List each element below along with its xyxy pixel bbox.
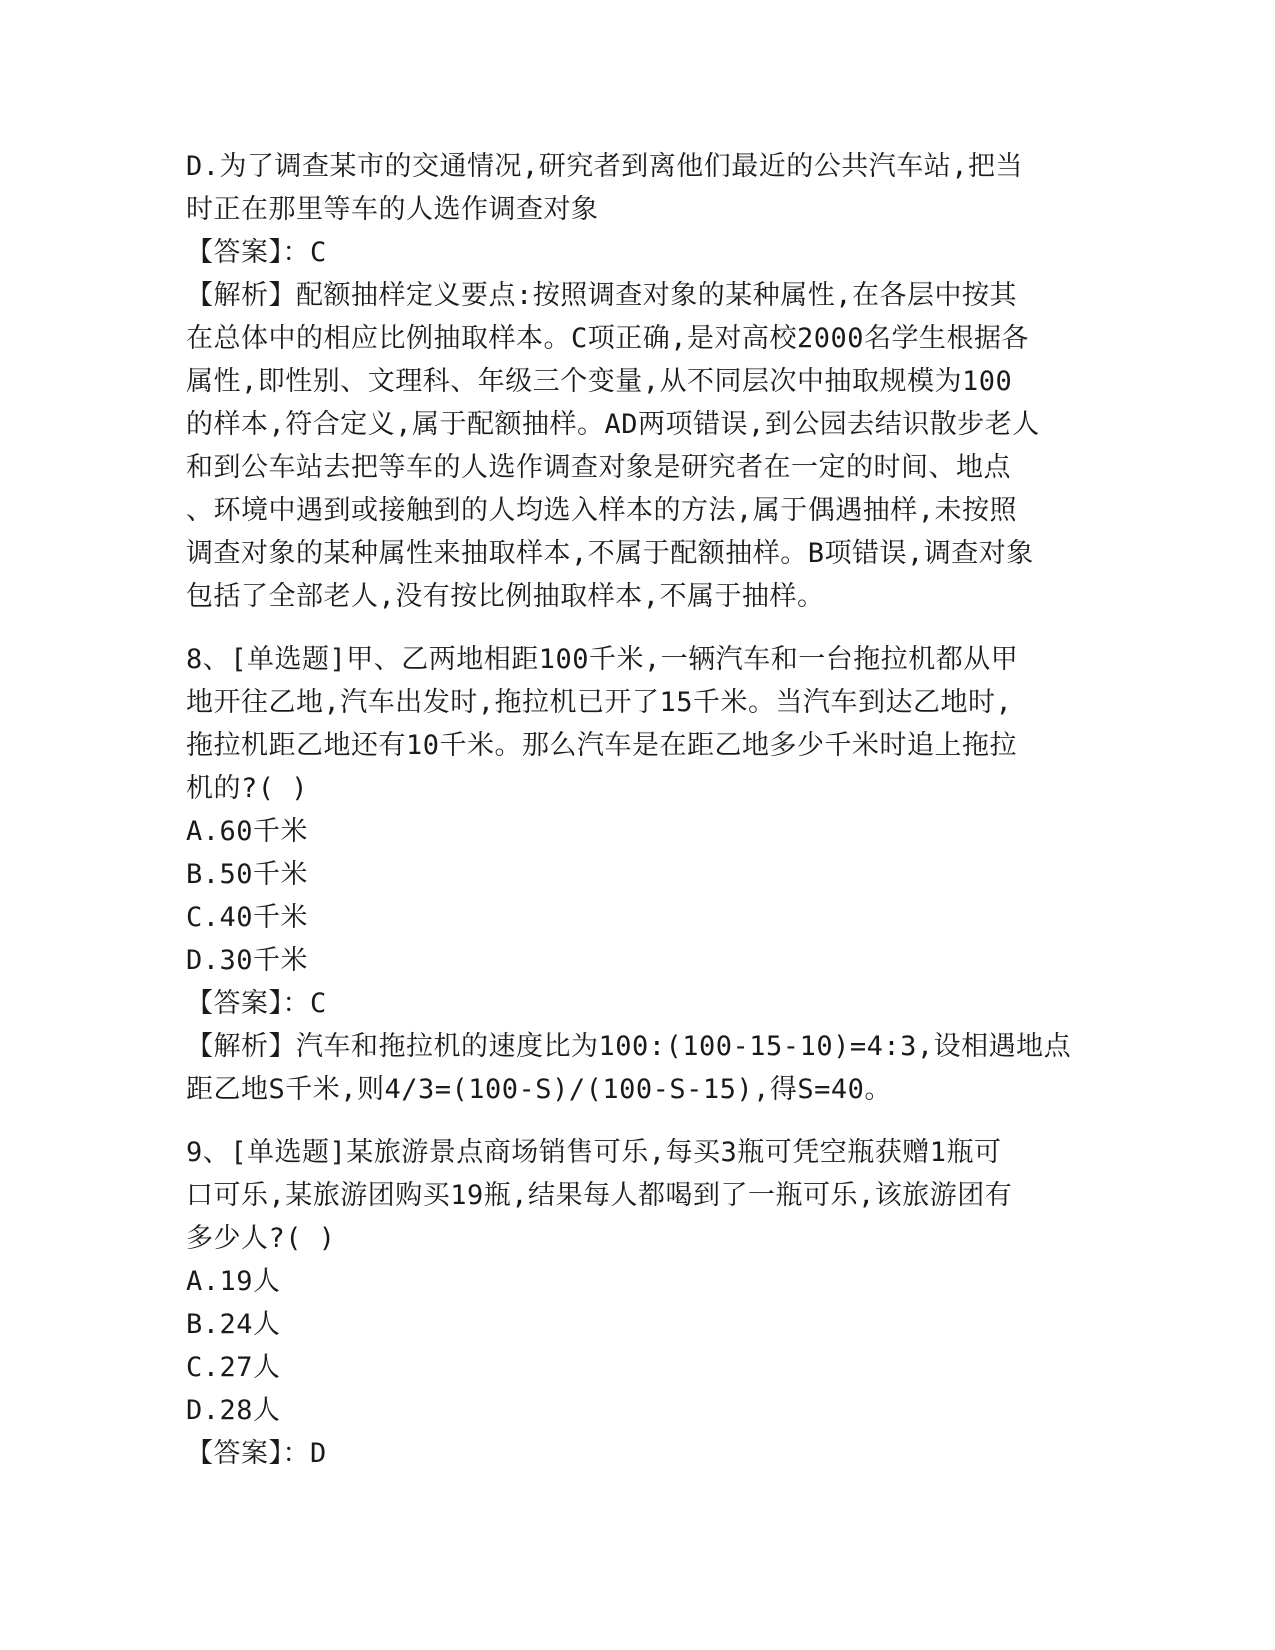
text-line: 调查对象的某种属性来抽取样本,不属于配额抽样。B项错误,调查对象 — [186, 538, 1034, 569]
question-text-line: 8、[单选题]甲、乙两地相距100千米,一辆汽车和一台拖拉机都从甲 — [186, 644, 1019, 675]
option-c: C.27人 — [186, 1352, 281, 1383]
spacer — [186, 1111, 1086, 1131]
analysis-block — [186, 274, 1086, 618]
question-9 — [186, 1131, 1086, 1475]
question-text-line: 口可乐,某旅游团购买19瓶,结果每人都喝到了一瓶可乐,该旅游团有 — [186, 1180, 1013, 1211]
question-8 — [186, 638, 1086, 1111]
question-text-line: 多少人?( ) — [186, 1223, 336, 1254]
question-text-line: 9、[单选题]某旅游景点商场销售可乐,每买3瓶可凭空瓶获赠1瓶可 — [186, 1137, 1002, 1168]
option-c: C.40千米 — [186, 902, 309, 933]
question-text-line: 拖拉机距乙地还有10千米。那么汽车是在距乙地多少千米时追上拖拉 — [186, 730, 1018, 761]
document-page — [186, 145, 1086, 1475]
text-line: D.为了调查某市的交通情况,研究者到离他们最近的公共汽车站,把当 — [186, 151, 1024, 182]
answer-line: 【答案】：D — [186, 1438, 327, 1469]
text-line: 时正在那里等车的人选作调查对象 — [186, 194, 599, 225]
question-text-line: 机的?( ) — [186, 773, 309, 804]
text-line: 和到公车站去把等车的人选作调查对象是研究者在一定的时间、地点 — [186, 452, 1011, 483]
option-b: B.50千米 — [186, 859, 309, 890]
question-text-line: 地开往乙地,汽车出发时,拖拉机已开了15千米。当汽车到达乙地时, — [186, 687, 1013, 718]
answer-line: 【答案】：C — [186, 988, 327, 1019]
option-a: A.19人 — [186, 1266, 281, 1297]
option-d: D.30千米 — [186, 945, 309, 976]
option-d-previous-question — [186, 145, 1086, 231]
text-line: 属性,即性别、文理科、年级三个变量,从不同层次中抽取规模为100 — [186, 366, 1013, 397]
spacer — [186, 618, 1086, 638]
option-b: B.24人 — [186, 1309, 281, 1340]
option-a: A.60千米 — [186, 816, 309, 847]
text-line: 的样本,符合定义,属于配额抽样。AD两项错误,到公园去结识散步老人 — [186, 409, 1040, 440]
text-line: 包括了全部老人,没有按比例抽取样本,不属于抽样。 — [186, 581, 825, 612]
text-line: 在总体中的相应比例抽取样本。C项正确,是对高校2000名学生根据各 — [186, 323, 1030, 354]
answer-line: 【答案】：C — [186, 237, 327, 268]
text-line: 【解析】配额抽样定义要点:按照调查对象的某种属性,在各层中按其 — [186, 280, 1018, 311]
analysis-line: 距乙地S千米,则4/3=(100-S)/(100-S-15),得S=40。 — [186, 1074, 892, 1105]
option-d: D.28人 — [186, 1395, 281, 1426]
analysis-line: 【解析】汽车和拖拉机的速度比为100:(100-15-10)=4:3,设相遇地点 — [186, 1031, 1072, 1062]
text-line: 、环境中遇到或接触到的人均选入样本的方法,属于偶遇抽样,未按照 — [186, 495, 1018, 526]
